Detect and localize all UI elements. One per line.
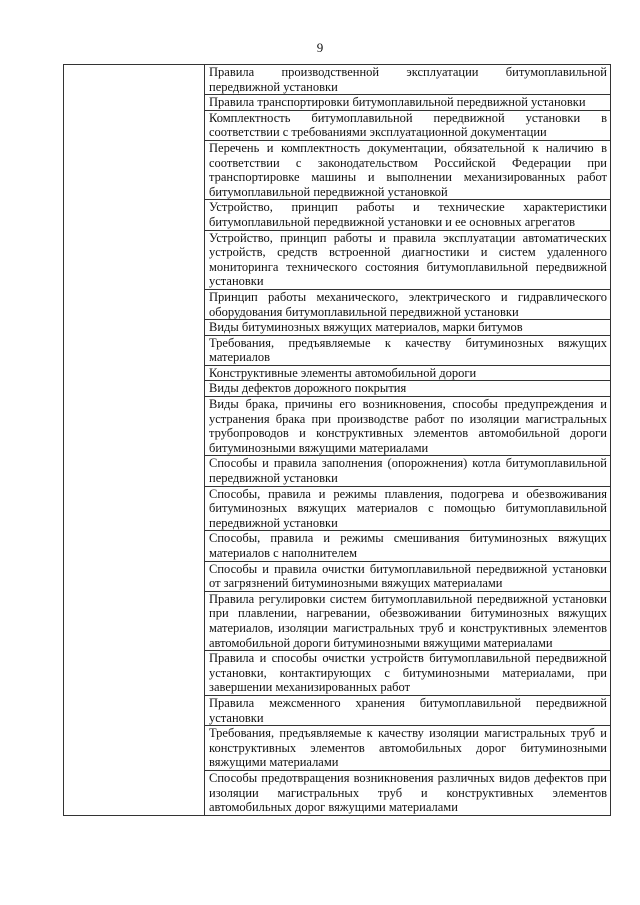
list-item: Правила межсменного хранения битумоплавильной передвижной установки (205, 696, 610, 726)
right-column-cell (205, 65, 611, 816)
list-item: Виды битуминозных вяжущих материалов, марки битумов (205, 320, 610, 336)
list-item: Правила и способы очистки устройств битумоплавильной передвижной установки, контактирующих с битуминозными материалами, при завершении механизированных работ (205, 651, 610, 696)
list-item: Устройство, принцип работы и правила эксплуатации автоматических устройств, средств встроенной диагностики и систем удаленного мониторинга технического состояния битумоплавильной передвижной установки (205, 231, 610, 290)
left-column-cell (64, 65, 205, 816)
list-item: Правила регулировки систем битумоплавильной передвижной установки при плавлении, нагревании, обезвоживании битуминозных вяжущих материалов, изоляции магистральных труб и конструктивных элементов автомобильной дороги битуминозными вяжущими материалами (205, 592, 610, 651)
list-item: Конструктивные элементы автомобильной дороги (205, 366, 610, 382)
list-item: Правила производственной эксплуатации битумоплавильной передвижной установки (205, 65, 610, 95)
list-item: Виды дефектов дорожного покрытия (205, 381, 610, 397)
table-row (64, 65, 611, 816)
list-item: Правила транспортировки битумоплавильной передвижной установки (205, 95, 610, 111)
list-item: Требования, предъявляемые к качеству битуминозных вяжущих материалов (205, 336, 610, 366)
list-item: Перечень и комплектность документации, обязательной к наличию в соответствии с законодательством Российской Федерации при транспортировке машины и выполнении механизированных работ битумоплавильной передвижной установкой (205, 141, 610, 200)
requirements-table (63, 64, 611, 816)
list-item: Способы предотвращения возникновения различных видов дефектов при изоляции магистральных труб и конструктивных элементов автомобильных дорог вяжущими материалами (209, 770, 607, 815)
list-item: Способы, правила и режимы смешивания битуминозных вяжущих материалов с наполнителем (205, 531, 610, 561)
list-item: Способы, правила и режимы плавления, подогрева и обезвоживания битуминозных вяжущих материалов с помощью битумоплавильной передвижной установки (205, 487, 610, 532)
list-item: Принцип работы механического, электрического и гидравлического оборудования битумоплавильной передвижной установки (205, 290, 610, 320)
list-item: Требования, предъявляемые к качеству изоляции магистральных труб и конструктивных элементов автомобильных дорог битуминозными вяжущими материалами (205, 726, 610, 771)
list-item: Устройство, принцип работы и технические характеристики битумоплавильной передвижной установки и ее основных агрегатов (205, 200, 610, 230)
list-item: Способы и правила очистки битумоплавильной передвижной установки от загрязнений битуминозными вяжущих материалами (205, 562, 610, 592)
list-item: Способы и правила заполнения (опорожнения) котла битумоплавильной передвижной установки (205, 456, 610, 486)
list-item: Комплектность битумоплавильной передвижной установки в соответствии с требованиями эксплуатационной документации (205, 111, 610, 141)
list-item: Виды брака, причины его возникновения, способы предупреждения и устранения брака при производстве работ по изоляции магистральных трубопроводов и конструктивных элементов автомобильной дороги битуминозными вяжущими материалами (205, 397, 610, 456)
page-number: 9 (316, 40, 324, 55)
